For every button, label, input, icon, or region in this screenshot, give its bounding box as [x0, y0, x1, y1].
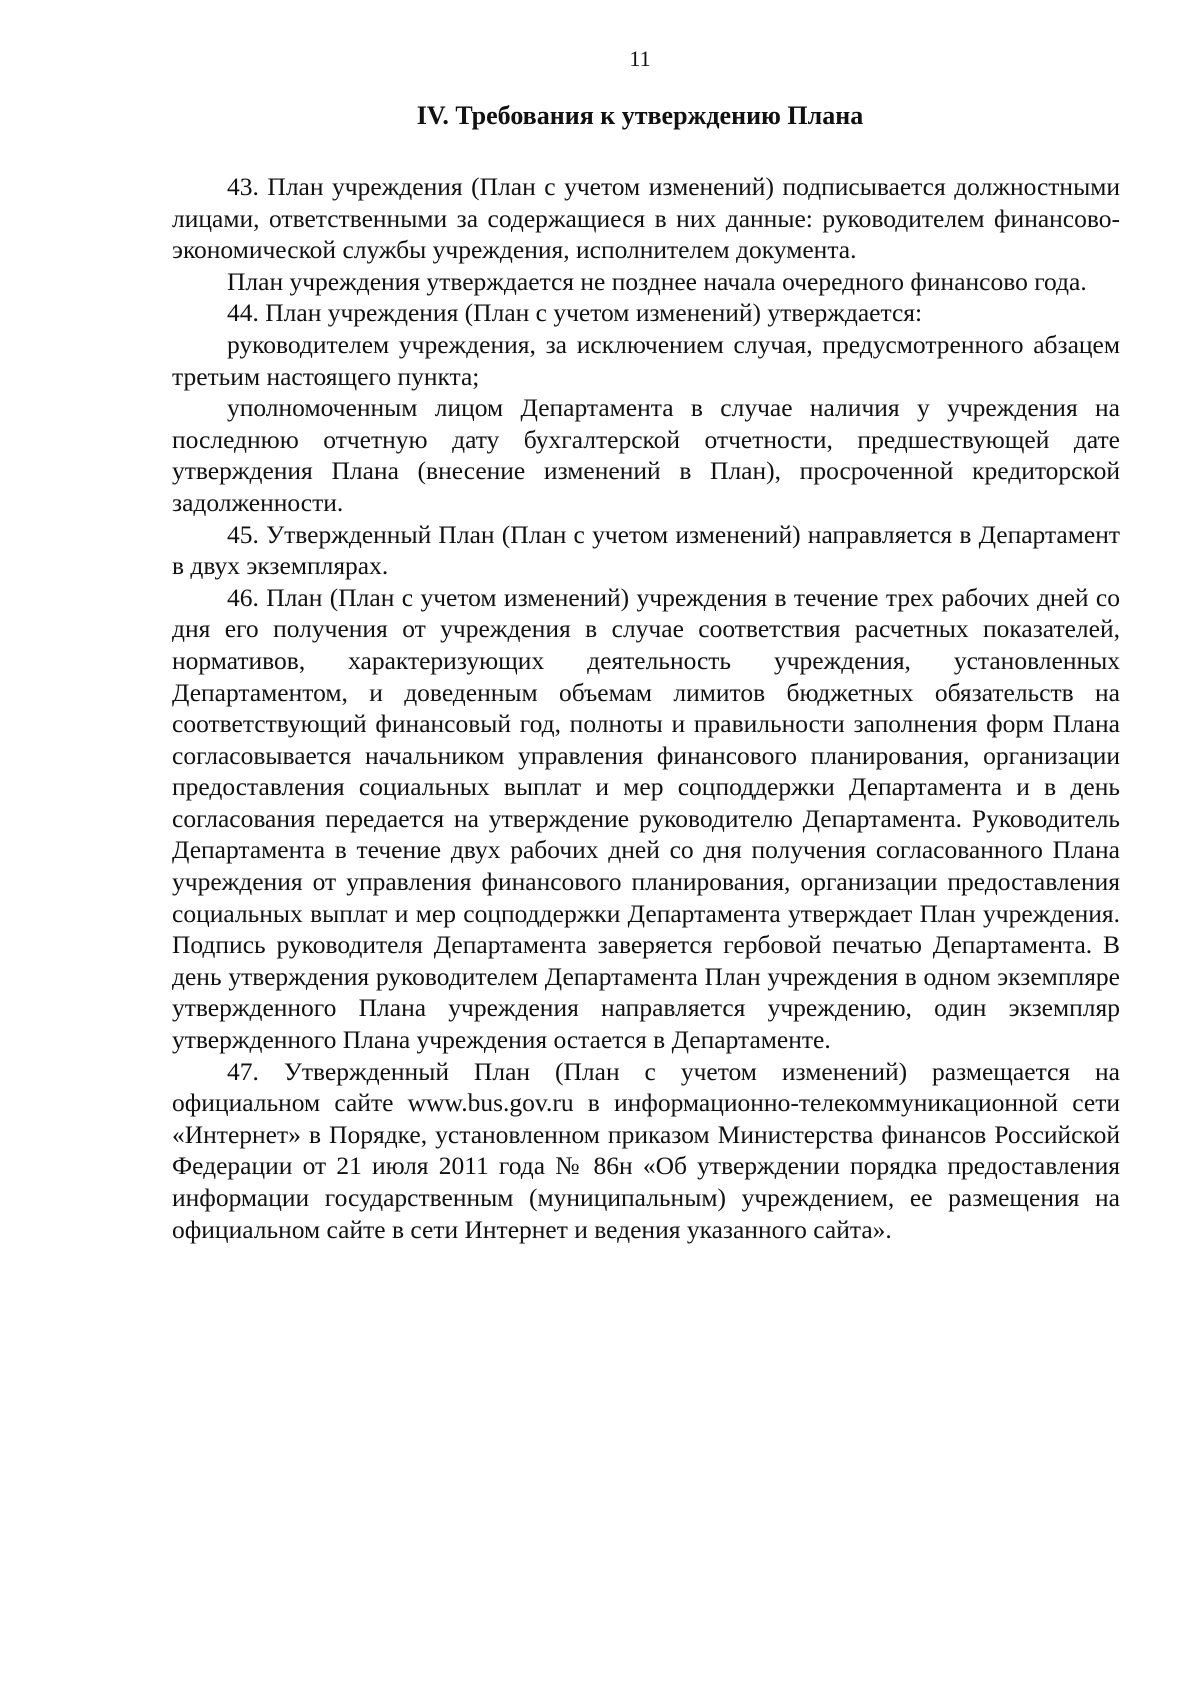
paragraph-46-agreement-procedure: 46. План (План с учетом изменений) учреждения в течение трех рабочих дней со дня его получения от учреждения в случае соответствия расчетных показателей, нормативов, характеризующих деятельность учреждения, установленных Департаментом, и доведенным объемам лимитов бюджетных обязательств на соответствующий финансовый год, полноты и правильности заполнения форм Плана согласовывается начальником управления финансового планирования, организации предоставления социальных выплат и мер соцподдержки Департамента и в день согласования передается на утверждение руководителю Департамента. Руководитель Департамента в течение двух рабочих дней со дня получения согласованного Плана учреждения от управления финансового планирования, организации предоставления социальных выплат и мер соцподдержки Департамента утверждает План учреждения. Подпись руководителя Департамента заверяется гербовой печатью Департамента. В день утверждения руководителем Департамента План учреждения в одном экземпляре утвержденного Плана учреждения направляется учреждению, один экземпляр утвержденного Плана учреждения остается в Департаменте.: [172, 582, 1120, 1055]
paragraph-47-publication: 47. Утвержденный План (План с учетом изменений) размещается на официальном сайте www.bus.gov.ru в информационно-телекоммуникационной сети «Интернет» в Порядке, установленном приказом Министерства финансов Российской Федерации от 21 июля 2011 года № 86н «Об утверждении порядка предоставления информации государственным (муниципальным) учреждением, ее размещения на официальном сайте в сети Интернет и ведения указанного сайта».: [172, 1056, 1120, 1244]
paragraph-45-submission: 45. Утвержденный План (План с учетом изменений) направляется в Департамент в двух экземплярах.: [172, 519, 1120, 581]
page-number: 11: [629, 46, 651, 71]
section-heading: IV. Требования к утверждению Плана: [416, 101, 864, 130]
paragraph-approval-deadline: План учреждения утверждается не позднее начала очередного финансово года.: [227, 266, 1087, 296]
paragraph-44-head-of-institution: руководителем учреждения, за исключением случая, предусмотренного абзацем третьим настоящего пункта;: [172, 329, 1120, 391]
paragraph-44-approval: 44. План учреждения (План с учетом изменений) утверждается:: [227, 298, 923, 328]
paragraph-43-signing: 43. План учреждения (План с учетом изменений) подписывается должностными лицами, ответственными за содержащиеся в них данные: руководителем финансово-экономической службы учреждения, исполнителем документа.: [172, 172, 1120, 265]
document-body: [172, 171, 1120, 1245]
paragraph-44-department-representative: уполномоченным лицом Департамента в случае наличия у учреждения на последнюю отчетную дату бухгалтерской отчетности, предшествующей дате утверждения Плана (внесение изменений в План), просроченной кредиторской задолженности.: [172, 393, 1120, 517]
